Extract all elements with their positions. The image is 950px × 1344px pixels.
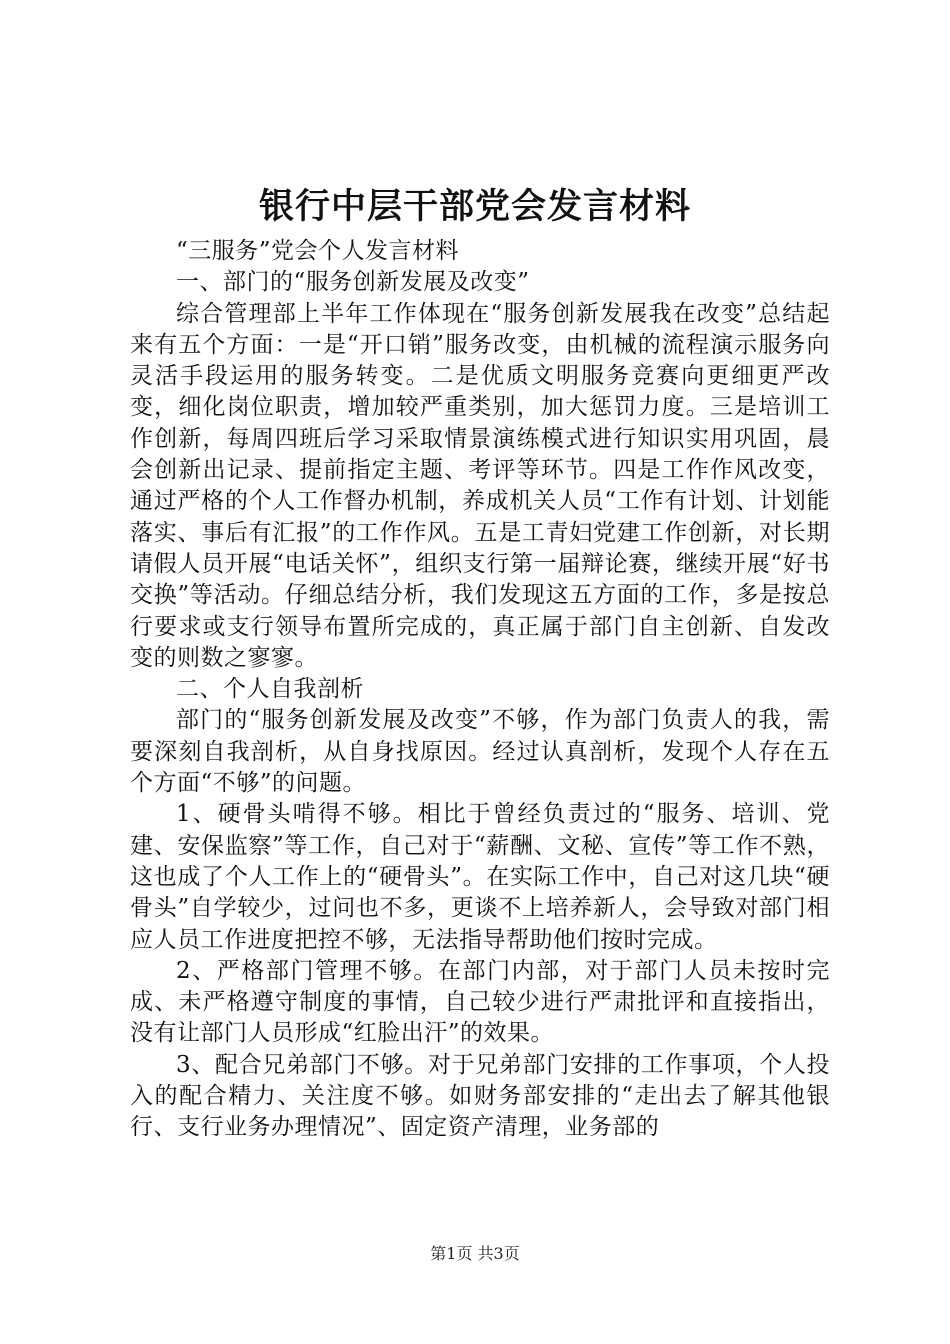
section-heading-1: 一、部门的“服务创新发展及改变” (176, 269, 530, 296)
paragraph-subtitle: “三服务”党会个人发言材料 (176, 238, 460, 264)
paragraph: 综合管理部上半年工作体现在“服务创新发展我在改变”总结起来有五个方面：一是“开口销”服务改变，由机械的流程演示服务向灵活手段运用的服务转变。二是优质文明服务竞赛向更细更严改变，细化岗位职责，增加较严重类别，加大惩罚力度。三是培训工作创新，每周四班后学习采取情景演练模式进行知识实用巩固，晨会创新出记录、提前指定主题、考评等环节。四是工作作风改变，通过严格的个人工作督办机制，养成机关人员“工作有计划、计划能落实、事后有汇报”的工作作风。五是工青妇党建工作创新，对长期请假人员开展“电话关怀”，组织支行第一届辩论赛，继续开展“好书交换”等活动。仔细总结分析，我们发现这五方面的工作，多是按总行要求或支行领导布置所完成的，真正属于部门自主创新、自发改变的则数之寥寥。 (130, 300, 830, 671)
paragraph: 1、硬骨头啃得不够。相比于曾经负责过的“服务、培训、党建、安保监察”等工作，自己对于“薪酬、文秘、宣传”等工作不熟，这也成了个人工作上的“硬骨头”。在实际工作中，自己对这几块“硬骨头”自学较少，过问也不多，更谈不上培养新人，会导致对部门相应人员工作进度把控不够，无法指导帮助他们按时完成。 (130, 801, 830, 953)
paragraph: 2、严格部门管理不够。在部门内部，对于部门人员未按时完成、未严格遵守制度的事情，自己较少进行严肃批评和直接指出，没有让部门人员形成“红脸出汗”的效果。 (130, 957, 830, 1047)
document-body (130, 236, 830, 1144)
document-title: 银行中层干部党会发言材料 (258, 187, 691, 227)
page-footer: 第1页 共3页 (430, 1244, 520, 1263)
paragraph: 3、配合兄弟部门不够。对于兄弟部门安排的工作事项，个人投入的配合精力、关注度不够。如财务部安排的“走出去了解其他银行、支行业务办理情况”、固定资产清理，业务部的 (130, 1051, 830, 1141)
paragraph: 部门的“服务创新发展及改变”不够，作为部门负责人的我，需要深刻自我剖析，从自身找原因。经过认真剖析，发现个人存在五个方面“不够”的问题。 (130, 707, 830, 797)
section-heading-2: 二、个人自我剖析 (176, 676, 364, 703)
